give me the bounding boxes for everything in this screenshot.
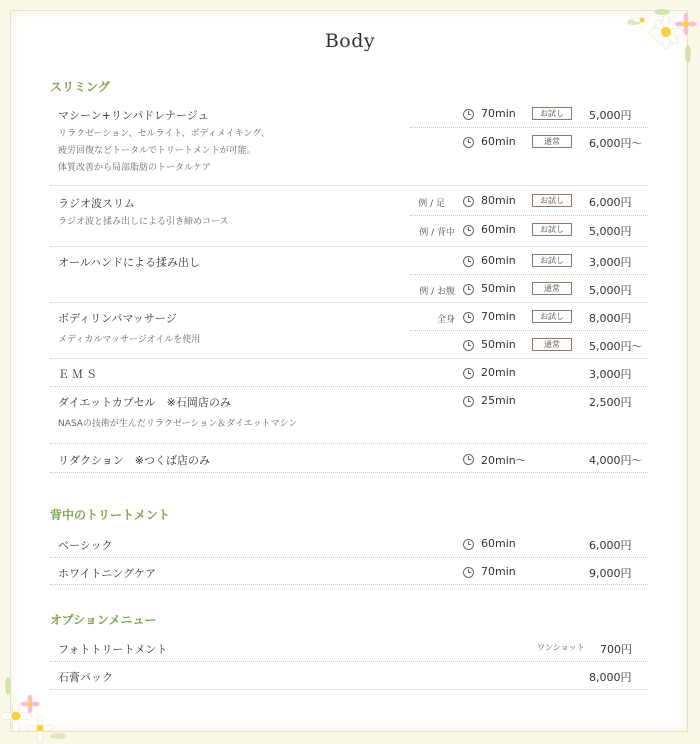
price: 3,000円 [589, 368, 632, 381]
divider [50, 557, 648, 558]
divider [50, 302, 648, 303]
clock-icon [463, 312, 474, 323]
clock-icon [463, 137, 474, 148]
menu-item-name: ボディリンパマッサージ [58, 312, 177, 325]
clock-icon [463, 539, 474, 550]
menu-item-name: ＥＭＳ [58, 368, 100, 381]
condition-label: 例 / 足 [418, 199, 445, 209]
menu-item-description: ラジオ波と揉み出しによる引き締めコース [58, 217, 229, 227]
menu-item-description: メディカルマッサージオイルを使用 [58, 335, 201, 345]
price: 6,000円〜 [589, 137, 643, 150]
menu-item-description: リラクゼーション、セルライト、ボディメイキング、 疲労回復などトータルでトリートメントが可能。 体質改善から局部脂肪のトータルケア [58, 129, 270, 173]
price: 2,500円 [589, 396, 632, 409]
menu-item-name: オールハンドによる揉み出し [58, 256, 201, 269]
trial-badge: お試し [532, 194, 572, 207]
duration: 60min [481, 135, 516, 148]
price: 5,000円 [589, 109, 632, 122]
divider [50, 386, 648, 387]
trial-badge: お試し [532, 223, 572, 236]
divider [50, 246, 648, 247]
regular-badge: 通常 [532, 135, 572, 148]
condition-label: 例 / お腹 [419, 287, 455, 297]
divider [410, 330, 648, 331]
trial-badge: お試し [532, 310, 572, 323]
unit-note: ワンショット [537, 643, 585, 652]
clock-icon [463, 368, 474, 379]
divider [410, 127, 648, 128]
duration: 60min [481, 223, 516, 236]
divider [410, 274, 648, 275]
menu-item-name: リダクション ※つくば店のみ [58, 454, 210, 467]
duration: 25min [481, 394, 516, 407]
duration: 20min [481, 366, 516, 379]
menu-item-name: ホワイトニングケア [58, 567, 157, 580]
divider [50, 358, 648, 359]
duration: 20min〜 [481, 454, 527, 467]
divider [50, 472, 648, 473]
duration: 70min [481, 107, 516, 120]
clock-icon [463, 454, 474, 465]
duration: 80min [481, 194, 516, 207]
clock-icon [463, 284, 474, 295]
divider [50, 584, 648, 585]
duration: 50min [481, 338, 516, 351]
menu-item-name: マシーン+リンパドレナージュ [58, 109, 209, 122]
price: 6,000円 [589, 196, 632, 209]
divider [50, 185, 648, 186]
clock-icon [463, 109, 474, 120]
section-title-slimming: スリミング [50, 80, 110, 94]
price: 700円 [600, 643, 632, 656]
menu-item-description: NASAの技術が生んだリラクゼーション＆ダイエットマシン [58, 419, 298, 429]
price: 9,000円 [589, 567, 632, 580]
price: 6,000円 [589, 539, 632, 552]
price: 4,000円〜 [589, 454, 643, 467]
price: 5,000円〜 [589, 340, 643, 353]
duration: 50min [481, 282, 516, 295]
duration: 70min [481, 310, 516, 323]
clock-icon [463, 225, 474, 236]
clock-icon [463, 396, 474, 407]
regular-badge: 通常 [532, 338, 572, 351]
menu-item-name: ベーシック [58, 539, 113, 552]
clock-icon [463, 340, 474, 351]
condition-label: 例 / 背中 [419, 228, 455, 238]
trial-badge: お試し [532, 254, 572, 267]
clock-icon [463, 196, 474, 207]
menu-item-name: ラジオ波スリム [58, 197, 135, 210]
condition-label: 全身 [436, 315, 455, 325]
divider [410, 215, 648, 216]
section-title-back-treatment: 背中のトリートメント [50, 508, 170, 522]
trial-badge: お試し [532, 107, 572, 120]
clock-icon [463, 256, 474, 267]
menu-item-name: フォトトリートメント [58, 643, 168, 656]
price: 5,000円 [589, 225, 632, 238]
clock-icon [463, 567, 474, 578]
divider [50, 443, 648, 444]
price: 8,000円 [589, 671, 632, 684]
regular-badge: 通常 [532, 282, 572, 295]
duration: 60min [481, 537, 516, 550]
duration: 70min [481, 565, 516, 578]
price: 3,000円 [589, 256, 632, 269]
divider [50, 689, 648, 690]
menu-item-name: 石膏パック [58, 671, 113, 684]
duration: 60min [481, 254, 516, 267]
price: 8,000円 [589, 312, 632, 325]
menu-item-name: ダイエットカプセル ※石岡店のみ [58, 396, 231, 409]
divider [50, 661, 648, 662]
page-title: Body [324, 30, 376, 52]
price: 5,000円 [589, 284, 632, 297]
section-title-options: オプションメニュー [50, 613, 157, 627]
